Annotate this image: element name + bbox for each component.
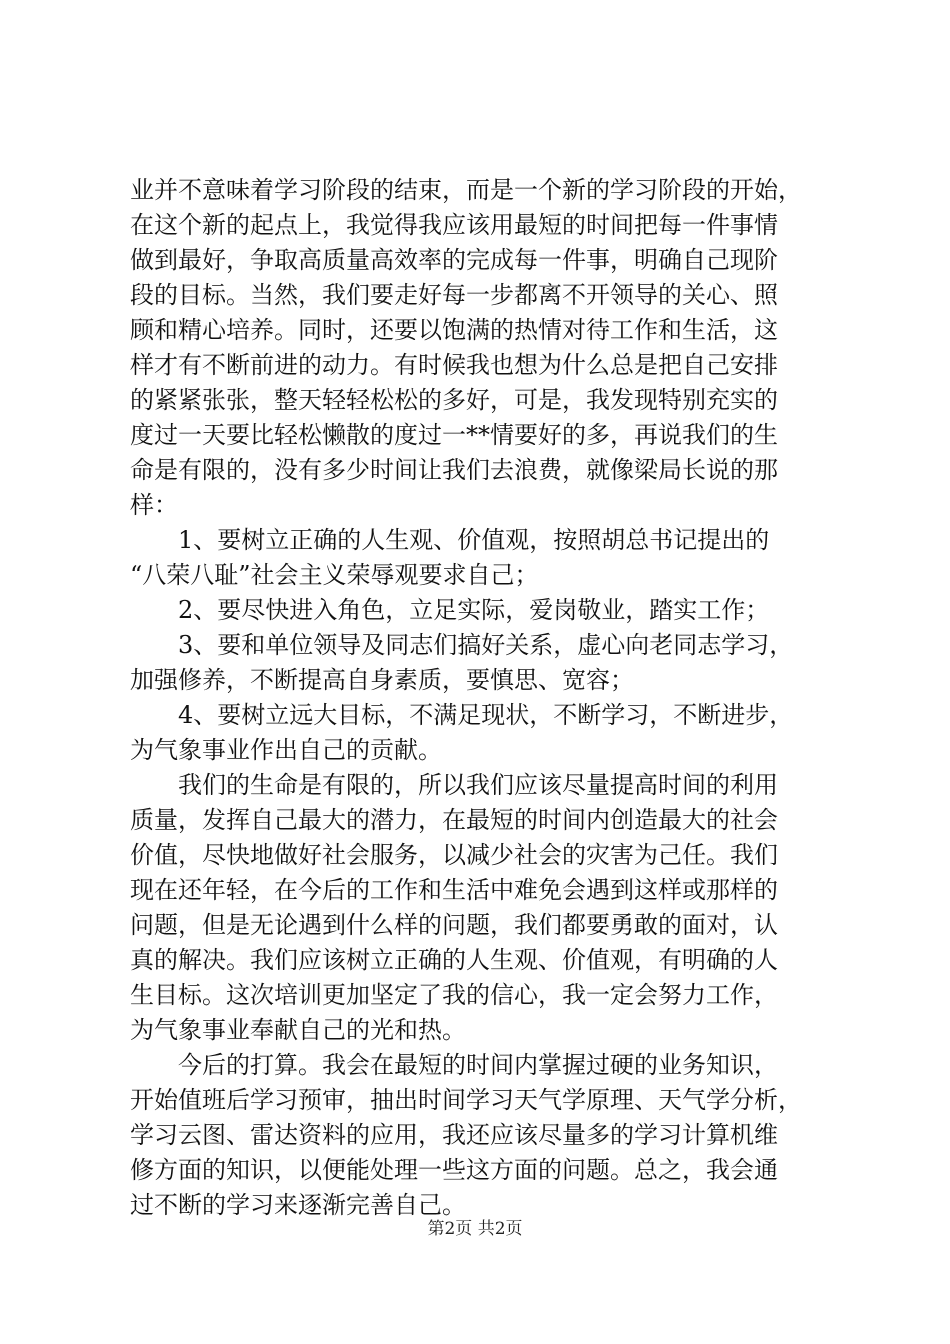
text-line: 价值，尽快地做好社会服务，以减少社会的灾害为己任。我们 bbox=[130, 841, 778, 869]
text-line: 业并不意味着学习阶段的结束，而是一个新的学习阶段的开始， bbox=[130, 176, 802, 204]
list-item-4: 4、要树立远大目标，不满足现状，不断学习，不断进步， bbox=[178, 701, 794, 729]
text-line: 在这个新的起点上，我觉得我应该用最短的时间把每一件事情 bbox=[130, 211, 778, 239]
text-line: 修方面的知识，以便能处理一些这方面的问题。总之，我会通 bbox=[130, 1156, 778, 1184]
text-line: 命是有限的，没有多少时间让我们去浪费，就像梁局长说的那 bbox=[130, 456, 778, 484]
paragraph-start: 我们的生命是有限的，所以我们应该尽量提高时间的利用 bbox=[178, 771, 778, 799]
text-line: 为气象事业作出自己的贡献。 bbox=[130, 736, 442, 764]
list-item-3: 3、要和单位领导及同志们搞好关系，虚心向老同志学习， bbox=[178, 631, 794, 659]
list-item-1: 1、要树立正确的人生观、价值观，按照胡总书记提出的 bbox=[178, 526, 770, 554]
text-line: 顾和精心培养。同时，还要以饱满的热情对待工作和生活，这 bbox=[130, 316, 778, 344]
text-line: 学习云图、雷达资料的应用，我还应该尽量多的学习计算机维 bbox=[130, 1121, 778, 1149]
text-line: 度过一天要比轻松懒散的度过一**情要好的多，再说我们的生 bbox=[130, 421, 778, 449]
list-item-2: 2、要尽快进入角色，立足实际，爱岗敬业，踏实工作； bbox=[178, 596, 770, 624]
text-line: 加强修养，不断提高自身素质，要慎思、宽容； bbox=[130, 666, 634, 694]
text-line: 段的目标。当然，我们要走好每一步都离不开领导的关心、照 bbox=[130, 281, 778, 309]
text-line: 生目标。这次培训更加坚定了我的信心，我一定会努力工作， bbox=[130, 981, 778, 1009]
text-line: 做到最好，争取高质量高效率的完成每一件事，明确自己现阶 bbox=[130, 246, 778, 274]
page-footer: 第2页 共2页 bbox=[427, 1219, 523, 1239]
text-line: 的紧紧张张，整天轻轻松松的多好，可是，我发现特别充实的 bbox=[130, 386, 778, 414]
paragraph-start: 今后的打算。我会在最短的时间内掌握过硬的业务知识， bbox=[178, 1051, 778, 1079]
text-line: 现在还年轻，在今后的工作和生活中难免会遇到这样或那样的 bbox=[130, 876, 778, 904]
text-line: “八荣八耻”社会主义荣辱观要求自己； bbox=[130, 561, 539, 589]
text-line: 问题，但是无论遇到什么样的问题，我们都要勇敢的面对，认 bbox=[130, 911, 778, 939]
body-text bbox=[130, 173, 830, 1223]
text-line: 样： bbox=[130, 491, 178, 519]
text-line: 样才有不断前进的动力。有时候我也想为什么总是把自己安排 bbox=[130, 351, 778, 379]
text-line: 质量，发挥自己最大的潜力，在最短的时间内创造最大的社会 bbox=[130, 806, 778, 834]
text-line: 真的解决。我们应该树立正确的人生观、价值观，有明确的人 bbox=[130, 946, 778, 974]
text-line: 为气象事业奉献自己的光和热。 bbox=[130, 1016, 466, 1044]
text-line: 过不断的学习来逐渐完善自己。 bbox=[130, 1191, 466, 1219]
text-line: 开始值班后学习预审，抽出时间学习天气学原理、天气学分析， bbox=[130, 1086, 802, 1114]
